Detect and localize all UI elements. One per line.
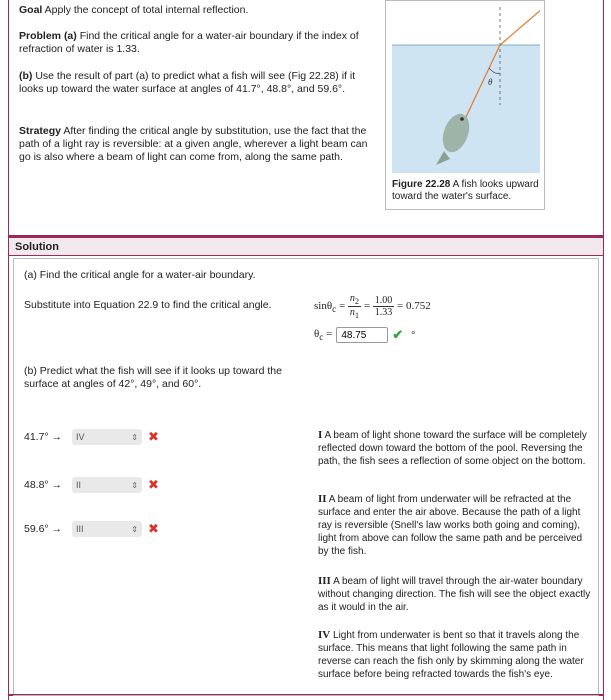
chevron-updown-icon: ⇕: [131, 432, 138, 442]
explanation-iii: III A beam of light will travel through the air-water boundary without changing direction. The fish will see the object exactly as it would in the air.: [318, 575, 591, 613]
solution-header: Solution: [9, 238, 603, 256]
cross-icon: ✖: [148, 521, 159, 536]
goal-text: Goal Apply the concept of total internal reflection.: [19, 4, 249, 16]
answer-select-48-8[interactable]: II ⇕: [72, 477, 142, 493]
problem-panel: [8, 0, 604, 236]
problem-text: Problem (a) Find the critical angle for a water-air boundary if the index of refraction of water is 1.33.: [19, 30, 359, 55]
choice-row-59-6: 59.6° → III ⇕ ✖: [24, 521, 159, 536]
strategy-text: Strategy After finding the critical angle by substitution, use the fact that the path of a light ray is reversible: at a given angle, wherever a light beam can go is also where a beam of light can come from, along the same path.: [19, 125, 368, 163]
part-b-text: (b) Use the result of part (a) to predict what a fish will see (Fig 22.28) if it looks up toward the water surface at angles of 41.7°, 48.8°, and 59.6°.: [19, 70, 356, 95]
cross-icon: ✖: [148, 477, 159, 492]
explanation-ii: II A beam of light from underwater will be refracted at the surface and enter the air above. Because the path of a light ray is reversible (Snell's law works both going and coming), light from above can follow the same path and be perceived by the fish.: [318, 493, 583, 557]
check-icon: ✔: [392, 327, 404, 342]
chevron-updown-icon: ⇕: [131, 524, 138, 534]
explanation-i: I A beam of light shone toward the surface will be completely reflected down toward the bottom of the pool. Reversing the path, the fish sees a reflection of some object on the bottom.: [318, 429, 587, 467]
choice-row-41-7: 41.7° → IV ⇕ ✖: [24, 429, 159, 444]
answer-select-59-6[interactable]: III ⇕: [72, 521, 142, 537]
theta-label: θ: [488, 77, 493, 87]
solution-content: [13, 258, 599, 696]
critical-angle-equation: sinθ$_c$ = $\frac{n_2}{n_1}$ = $\frac{1.00}{1.33}$ = 0.752 $\theta_c$ = 48.75 ✔ °: [314, 293, 554, 345]
chevron-updown-icon: ⇕: [131, 480, 138, 490]
figure-caption: Figure 22.28 A fish looks upward toward the water's surface.: [392, 179, 539, 202]
part-b-title: (b) Predict what the fish will see if it looks up toward the surface at angles of 42°, 49°, and 60°.: [24, 365, 282, 390]
substitute-text: Substitute into Equation 22.9 to find the critical angle.: [24, 299, 272, 311]
answer-select-41-7[interactable]: IV ⇕: [72, 429, 142, 445]
critical-angle-input[interactable]: [336, 327, 388, 343]
solution-panel: [8, 236, 604, 696]
part-a-title: (a) Find the critical angle for a water-air boundary.: [24, 269, 256, 281]
next-panel-edge: [8, 694, 604, 700]
choice-row-48-8: 48.8° → II ⇕ ✖: [24, 477, 159, 492]
figure-22-28: [385, 0, 545, 210]
explanation-iv: IV Light from underwater is bent so that it travels along the surface. This means that light following the same path in reverse can reach the fish only by skimming along the water surface before being refracted towards the fish's eye.: [318, 629, 584, 680]
fish-refraction-diagram: [392, 5, 540, 173]
cross-icon: ✖: [148, 429, 159, 444]
